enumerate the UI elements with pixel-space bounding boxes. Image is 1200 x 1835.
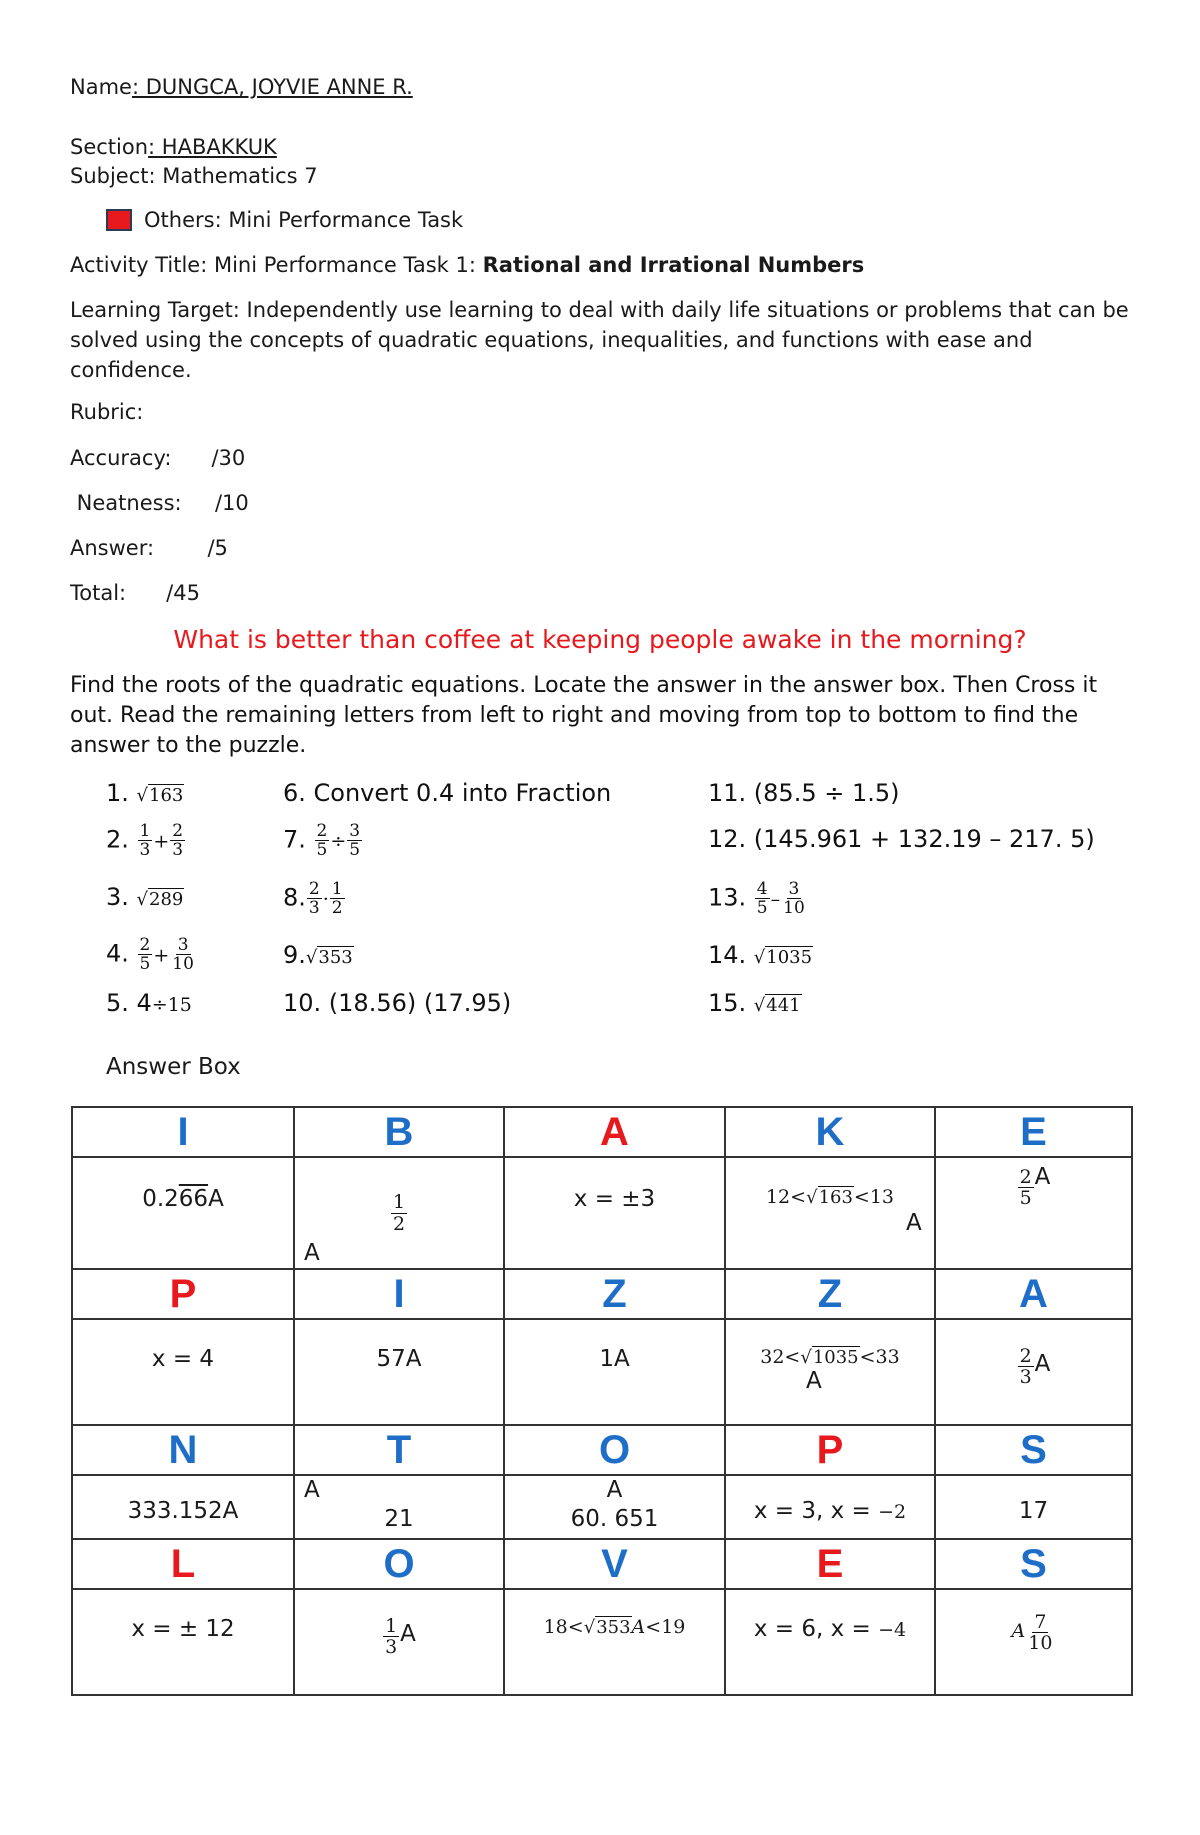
radicand: 353 bbox=[596, 1617, 631, 1638]
letter-cell: E bbox=[725, 1539, 935, 1589]
answer-cell bbox=[504, 1475, 725, 1539]
answer-text: A bbox=[208, 1186, 224, 1212]
letter-cell: A bbox=[935, 1269, 1132, 1319]
numerator: 2 bbox=[139, 935, 151, 955]
answer-value: −2 bbox=[878, 1501, 907, 1523]
fraction bbox=[307, 880, 322, 917]
problem-number: 13. bbox=[708, 883, 754, 912]
answer-cell: x = ± 12 bbox=[72, 1589, 294, 1695]
answer-cell: x = 4 bbox=[72, 1319, 294, 1425]
answer-value: −4 bbox=[878, 1619, 907, 1641]
letter-cell: O bbox=[504, 1425, 725, 1475]
letter-cell: K bbox=[725, 1107, 935, 1157]
answer-cell: x = ±3 bbox=[504, 1157, 725, 1269]
answer-row bbox=[72, 1157, 1132, 1269]
fraction bbox=[1018, 1167, 1034, 1208]
activity-title bbox=[70, 250, 864, 280]
problem-7 bbox=[283, 822, 363, 859]
problem-number: 3. bbox=[106, 883, 137, 911]
numerator: 1 bbox=[392, 1190, 406, 1213]
answer-text: 60. 651 bbox=[570, 1506, 659, 1532]
problem-9 bbox=[283, 938, 354, 975]
problem-number: 4. bbox=[106, 939, 137, 968]
operator: · bbox=[322, 888, 329, 911]
answer-cell bbox=[294, 1589, 504, 1695]
letter-cell: S bbox=[935, 1539, 1132, 1589]
answer-cell bbox=[725, 1475, 935, 1539]
rubric-label: Rubric: bbox=[70, 400, 144, 424]
letter-cell: Z bbox=[504, 1269, 725, 1319]
radicand: 163 bbox=[149, 785, 184, 806]
answer-text: x = 6, x = bbox=[753, 1616, 879, 1642]
fraction bbox=[138, 936, 153, 973]
answer-row bbox=[72, 1475, 1132, 1539]
problem-1 bbox=[106, 776, 184, 813]
fraction bbox=[170, 822, 185, 859]
fraction bbox=[1026, 1612, 1054, 1653]
denominator: 3 bbox=[172, 840, 184, 860]
letter-cell: I bbox=[72, 1107, 294, 1157]
denominator: 3 bbox=[385, 1636, 398, 1658]
answer-text: <33 bbox=[859, 1346, 900, 1368]
fraction bbox=[138, 822, 153, 859]
numerator: 3 bbox=[349, 821, 361, 841]
answer-cell bbox=[294, 1475, 504, 1539]
problem-10: 10. (18.56) (17.95) bbox=[283, 989, 512, 1017]
numerator: 4 bbox=[756, 879, 768, 899]
problem-12: 12. (145.961 + 132.19 – 217. 5) bbox=[708, 825, 1095, 853]
answer-mark: A bbox=[606, 1477, 623, 1503]
instructions: Find the roots of the quadratic equations. Locate the answer in the answer box. Then Cross it out. Read the remaining letters from left to right and moving from top to bottom to find the answer to the puzzle. bbox=[70, 673, 1098, 758]
answer-text: 21 bbox=[384, 1506, 414, 1532]
answer-cell: 17 bbox=[935, 1475, 1132, 1539]
fraction bbox=[347, 822, 362, 859]
radicand: 289 bbox=[149, 889, 184, 910]
problem-number: 15. bbox=[708, 989, 754, 1017]
problem-13 bbox=[708, 880, 808, 917]
letter-cell: S bbox=[935, 1425, 1132, 1475]
operator: ÷ bbox=[330, 830, 347, 853]
operator: – bbox=[770, 888, 781, 911]
fraction bbox=[315, 822, 330, 859]
answer-cell bbox=[935, 1589, 1132, 1695]
problem-number: 5. 4 bbox=[106, 989, 152, 1017]
numerator: 2 bbox=[172, 821, 184, 841]
problem-3 bbox=[106, 880, 184, 917]
problem-number: 8. bbox=[283, 883, 306, 912]
problem-2 bbox=[106, 822, 186, 859]
numerator: 1 bbox=[331, 879, 343, 899]
numerator: 1 bbox=[385, 1615, 398, 1637]
answer-mark: A bbox=[1034, 1164, 1051, 1190]
numerator: 1 bbox=[139, 821, 151, 841]
answer-cell bbox=[294, 1157, 504, 1269]
letter-row bbox=[72, 1425, 1132, 1475]
letter-cell: P bbox=[72, 1269, 294, 1319]
numerator: 3 bbox=[788, 879, 800, 899]
letter-cell: I bbox=[294, 1269, 504, 1319]
answer-cell bbox=[504, 1589, 725, 1695]
answer-cell bbox=[725, 1589, 935, 1695]
activity-bold: Rational and Irrational Numbers bbox=[482, 253, 865, 277]
letter-cell: N bbox=[72, 1425, 294, 1475]
denominator: 10 bbox=[783, 898, 805, 918]
radicand: 441 bbox=[766, 995, 801, 1016]
problem-14 bbox=[708, 938, 813, 975]
sqrt-expression: √163 bbox=[136, 785, 184, 806]
others-text: Others: Mini Performance Task bbox=[144, 208, 464, 232]
denominator: 5 bbox=[316, 840, 328, 860]
division-operand: ÷15 bbox=[151, 994, 192, 1016]
problem-number: 2. bbox=[106, 825, 137, 854]
fraction bbox=[1018, 1346, 1034, 1387]
answer-text: 32< bbox=[760, 1346, 801, 1368]
numerator: 2 bbox=[316, 821, 328, 841]
section-line bbox=[70, 132, 277, 162]
radicand: 163 bbox=[818, 1187, 853, 1208]
fraction bbox=[330, 880, 345, 917]
fraction bbox=[755, 880, 770, 917]
rubric-accuracy: Accuracy: /30 bbox=[70, 446, 246, 470]
answer-mark: A bbox=[906, 1210, 922, 1236]
sqrt-expression: √289 bbox=[136, 889, 184, 910]
problem-number: 14. bbox=[708, 941, 754, 969]
rubric-answer: Answer: /5 bbox=[70, 536, 228, 560]
subject-line: Subject: Mathematics 7 bbox=[70, 164, 318, 188]
numerator: 2 bbox=[1019, 1345, 1032, 1367]
name-value: : DUNGCA, JOYVIE ANNE R. bbox=[131, 75, 413, 99]
problem-5 bbox=[106, 986, 192, 1022]
denominator: 5 bbox=[756, 898, 768, 918]
sqrt-expression: √1035 bbox=[753, 947, 813, 968]
letter-row bbox=[72, 1269, 1132, 1319]
denominator: 2 bbox=[392, 1212, 406, 1235]
answer-row bbox=[72, 1319, 1132, 1425]
answer-text: <13 bbox=[853, 1186, 895, 1208]
numerator: 2 bbox=[1019, 1166, 1032, 1188]
denominator: 3 bbox=[1019, 1366, 1032, 1388]
numerator: 3 bbox=[177, 935, 189, 955]
letter-row bbox=[72, 1539, 1132, 1589]
rubric-neatness: Neatness: /10 bbox=[70, 491, 249, 515]
denominator: 5 bbox=[349, 840, 361, 860]
problem-15 bbox=[708, 986, 802, 1023]
fraction bbox=[781, 880, 807, 917]
section-value: : HABAKKUK bbox=[148, 135, 277, 159]
letter-cell: O bbox=[294, 1539, 504, 1589]
activity-prefix: Activity Title: Mini Performance Task 1: bbox=[70, 253, 483, 277]
problem-8 bbox=[283, 880, 346, 917]
sqrt-expression: √441 bbox=[753, 995, 801, 1016]
denominator: 3 bbox=[308, 898, 320, 918]
answer-cell bbox=[725, 1157, 935, 1269]
puzzle-question: What is better than coffee at keeping people awake in the morning? bbox=[173, 625, 1027, 654]
answer-box-table bbox=[71, 1106, 1133, 1696]
letter-cell: V bbox=[504, 1539, 725, 1589]
answer-mark: A bbox=[806, 1368, 822, 1394]
answer-text: x = 3, x = bbox=[753, 1498, 879, 1524]
answer-cell bbox=[72, 1157, 294, 1269]
denominator: 5 bbox=[1019, 1187, 1032, 1209]
sqrt-expression: √163 bbox=[806, 1187, 853, 1208]
problem-number: 1. bbox=[106, 779, 137, 807]
answer-mark: A bbox=[1034, 1351, 1051, 1377]
answer-mark: A bbox=[1011, 1620, 1026, 1642]
answer-cell: 333.152A bbox=[72, 1475, 294, 1539]
problem-6: 6. Convert 0.4 into Fraction bbox=[283, 779, 612, 807]
answer-text: <19 bbox=[645, 1616, 686, 1638]
radicand: 353 bbox=[318, 947, 353, 968]
numerator: 2 bbox=[308, 879, 320, 899]
rubric-total: Total: /45 bbox=[70, 581, 200, 605]
denominator: 5 bbox=[139, 954, 151, 974]
letter-row bbox=[72, 1107, 1132, 1157]
radicand: 1035 bbox=[812, 1347, 859, 1368]
denominator: 10 bbox=[1028, 1632, 1053, 1654]
numerator: 7 bbox=[1034, 1611, 1047, 1633]
fraction bbox=[383, 1616, 399, 1657]
letter-cell: T bbox=[294, 1425, 504, 1475]
denominator: 3 bbox=[139, 840, 151, 860]
letter-cell: E bbox=[935, 1107, 1132, 1157]
denominator: 10 bbox=[172, 954, 194, 974]
name-line bbox=[70, 72, 413, 102]
fraction bbox=[170, 936, 196, 973]
answer-text: 0.2 bbox=[142, 1186, 179, 1212]
operator: + bbox=[153, 944, 170, 967]
sqrt-expression: √1035 bbox=[800, 1347, 859, 1368]
radicand: 1035 bbox=[766, 947, 813, 968]
red-checkbox-icon bbox=[106, 209, 132, 231]
letter-cell: B bbox=[294, 1107, 504, 1157]
answer-text: 12< bbox=[765, 1186, 807, 1208]
sqrt-expression: √353 bbox=[305, 947, 353, 968]
answer-cell bbox=[935, 1319, 1132, 1425]
answer-cell: 57A bbox=[294, 1319, 504, 1425]
answer-mark: A bbox=[631, 1616, 646, 1638]
problem-11: 11. (85.5 ÷ 1.5) bbox=[708, 779, 900, 807]
answer-box-title: Answer Box bbox=[106, 1054, 241, 1080]
learning-target: Learning Target: Independently use learning to deal with daily life situations or problems that can be solved using the concepts of quadratic equations, inequalities, and functions with ease and confidence. bbox=[70, 298, 1129, 382]
answer-cell bbox=[935, 1157, 1132, 1269]
answer-row bbox=[72, 1589, 1132, 1695]
section-label: Section bbox=[70, 135, 149, 159]
others-line bbox=[106, 205, 463, 235]
answer-mark: A bbox=[400, 1621, 416, 1647]
letter-cell: P bbox=[725, 1425, 935, 1475]
answer-cell: 1A bbox=[504, 1319, 725, 1425]
problem-4 bbox=[106, 936, 197, 973]
denominator: 2 bbox=[331, 898, 343, 918]
answer-mark: A bbox=[304, 1477, 320, 1503]
letter-cell: L bbox=[72, 1539, 294, 1589]
answer-text: 18< bbox=[543, 1616, 584, 1638]
name-label: Name bbox=[70, 75, 132, 99]
letter-cell: A bbox=[504, 1107, 725, 1157]
sqrt-expression: √353 bbox=[583, 1617, 631, 1638]
operator: + bbox=[153, 830, 170, 853]
problem-number: 9. bbox=[283, 941, 306, 969]
letter-cell: Z bbox=[725, 1269, 935, 1319]
answer-mark: A bbox=[304, 1240, 320, 1266]
answer-cell bbox=[725, 1319, 935, 1425]
problem-number: 7. bbox=[283, 825, 314, 854]
fraction bbox=[391, 1192, 407, 1235]
repeating-digits: 66 bbox=[178, 1186, 209, 1212]
